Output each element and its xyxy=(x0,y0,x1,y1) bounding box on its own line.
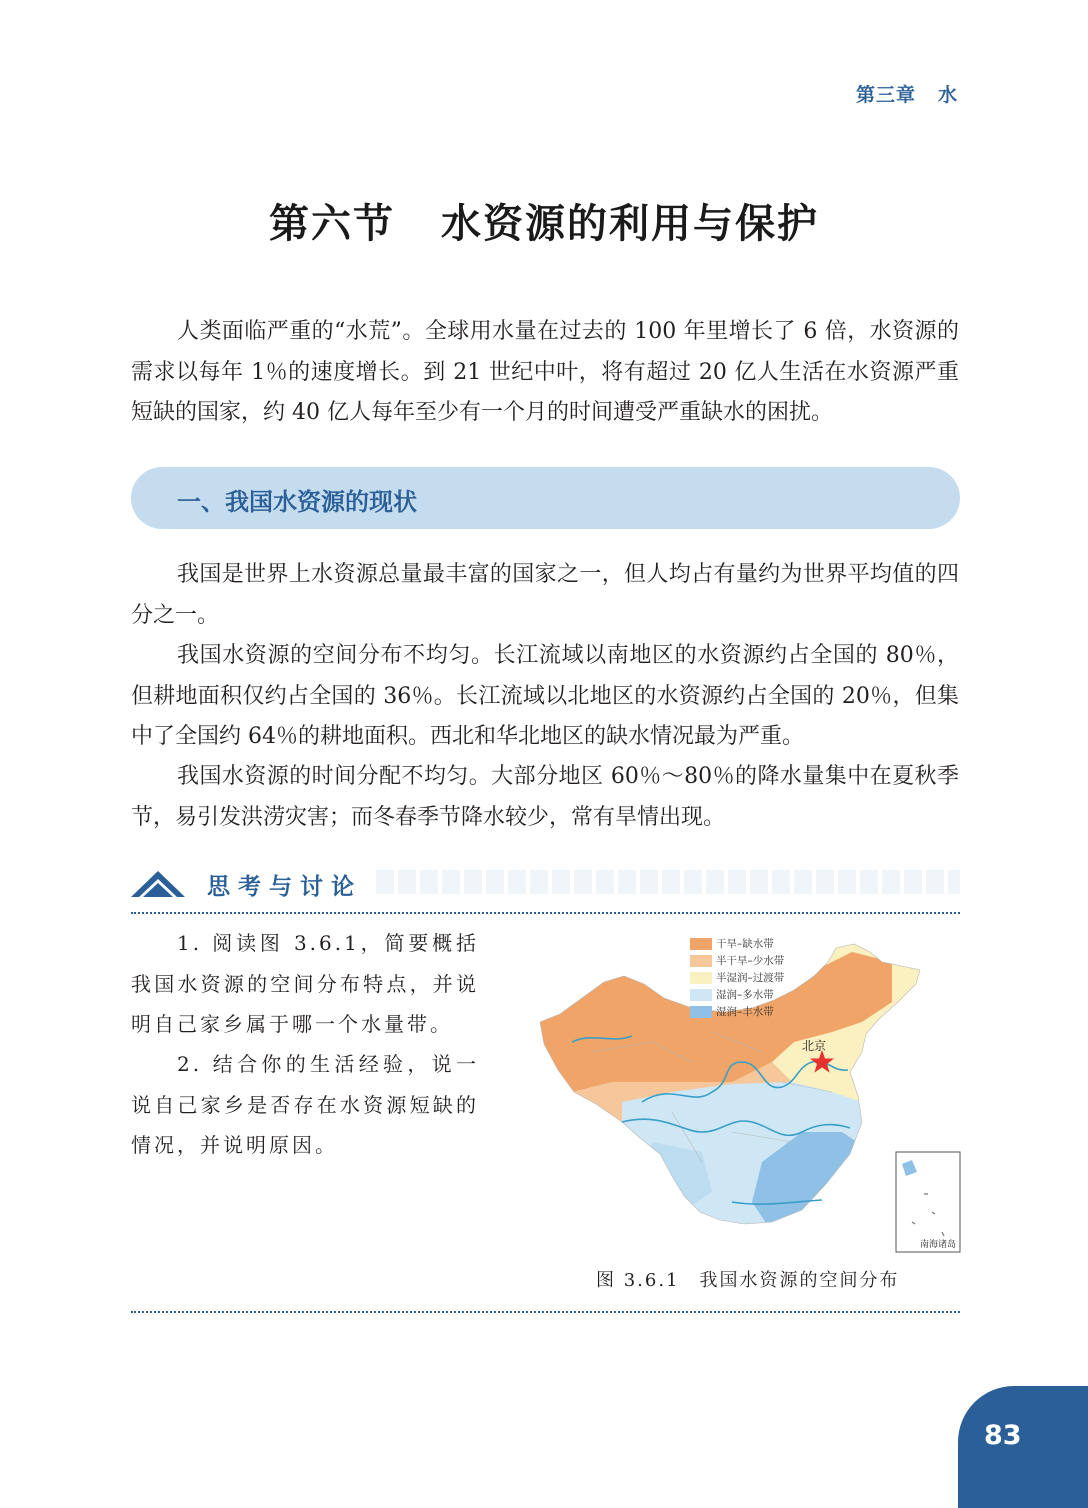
figure-caption xyxy=(596,1266,900,1292)
discussion-title: 思考与讨论 xyxy=(207,874,362,900)
legend-item xyxy=(690,986,784,1003)
chapter-topic: 水 xyxy=(937,84,958,106)
legend-swatch xyxy=(690,938,712,950)
body-paragraph-2: 我国水资源的空间分布不均匀。长江流域以南地区的水资源约占全国的 80％，但耕地面积仅约占全国的 36％。长江流域以北地区的水资源约占全国的 20％，但集中了全国约 64％的耕地面积。西北和华北地区的缺水情况最为严重。 xyxy=(131,643,959,749)
body-paragraph-1: 我国是世界上水资源总量最丰富的国家之一，但人均占有量约为世界平均值的四分之一。 xyxy=(131,562,959,628)
intro-paragraph: 人类面临严重的“水荒”。全球用水量在过去的 100 年里增长了 6 倍，水资源的需求以每年 1％的速度增长。到 21 世纪中叶，将有超过 20 亿人生活在水资源严重短缺的国家，约 40 亿人每年至少有一个月的时间遭受严重缺水的困扰。 xyxy=(131,319,959,425)
legend-label: 湿润–丰水带 xyxy=(716,1006,774,1018)
figure-caption-text: 我国水资源的空间分布 xyxy=(699,1270,900,1291)
running-header xyxy=(856,80,958,107)
legend-label: 半湿润–过渡带 xyxy=(716,972,785,984)
legend-label: 湿润–多水带 xyxy=(716,989,774,1001)
legend-item xyxy=(690,1003,784,1020)
page-number: 83 xyxy=(984,1420,1022,1451)
dotted-divider-bottom xyxy=(131,1311,960,1313)
inset-label: 南海诸岛 xyxy=(920,1240,957,1250)
legend-label: 半干旱–少水带 xyxy=(716,955,785,967)
legend-label: 干旱–缺水带 xyxy=(716,938,774,950)
legend-swatch xyxy=(690,972,712,984)
discussion-header xyxy=(131,868,960,898)
discussion-question-2: 2. 结合你的生活经验，说一说自己家乡是否存在水资源短缺的情况，并说明原因。 xyxy=(131,1052,479,1157)
map-legend xyxy=(690,935,784,1020)
chevron-up-icon xyxy=(131,871,185,897)
water-resources-map xyxy=(532,932,962,1254)
subsection-heading-bar xyxy=(131,467,960,529)
body-paragraph-3: 我国水资源的时间分配不均匀。大部分地区 60％～80％的降水量集中在夏秋季节，易引发洪涝灾害；而冬春季节降水较少，常有旱情出现。 xyxy=(131,764,959,830)
capital-label: 北京 xyxy=(802,1039,827,1053)
subsection-heading: 一、我国水资源的现状 xyxy=(177,488,417,516)
section-number: 第六节 xyxy=(269,201,395,247)
dotted-divider-top xyxy=(131,912,960,914)
legend-swatch xyxy=(690,1006,712,1018)
legend-swatch xyxy=(690,955,712,967)
section-title-text: 水资源的利用与保护 xyxy=(441,201,819,247)
legend-item xyxy=(690,952,784,969)
page-number-tab xyxy=(958,1386,1088,1508)
legend-item xyxy=(690,969,784,986)
figure-number: 图 3.6.1 xyxy=(596,1270,680,1291)
discussion-question-1: 1. 阅读图 3.6.1，简要概括我国水资源的空间分布特点，并说明自己家乡属于哪一个水量带。 xyxy=(131,931,479,1036)
section-title xyxy=(0,192,1088,249)
legend-swatch xyxy=(690,989,712,1001)
decorative-stripes xyxy=(376,870,960,894)
legend-item xyxy=(690,935,784,952)
chapter-label: 第三章 xyxy=(855,84,916,106)
